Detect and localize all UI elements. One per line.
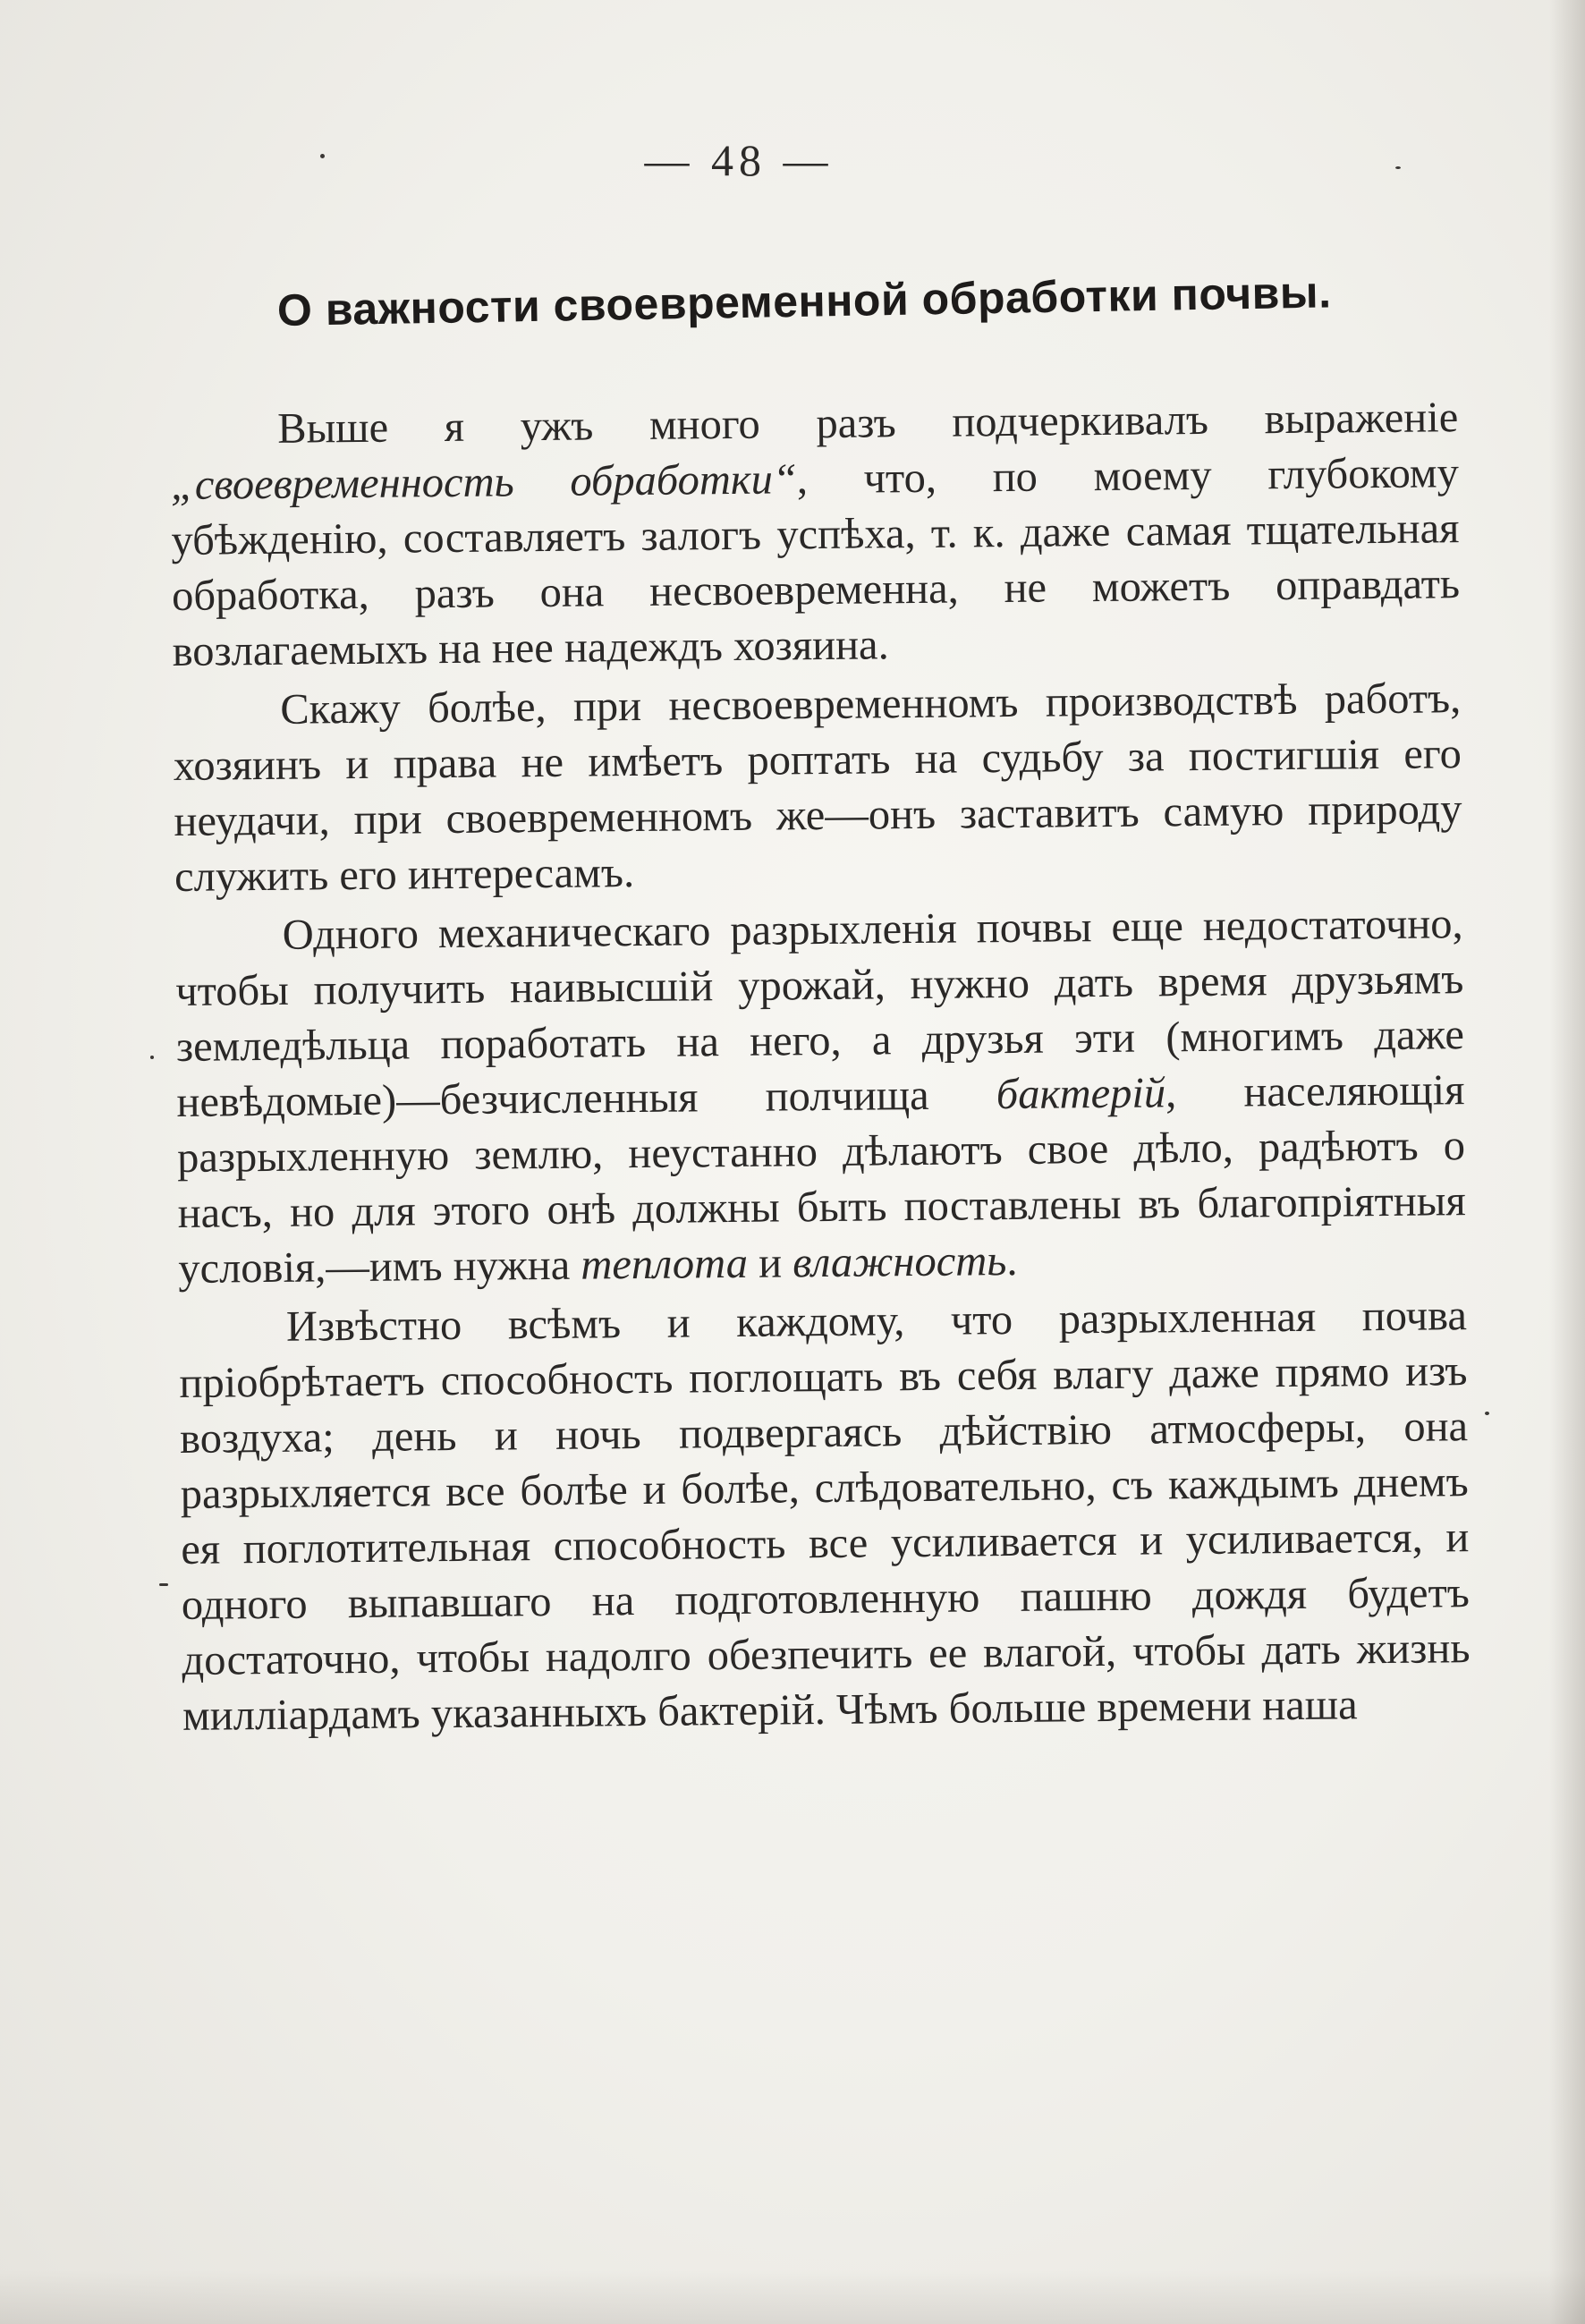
section-heading: О важности своевременной обработки почвы. — [276, 267, 1332, 335]
paragraph-1 — [170, 390, 1461, 680]
paragraph-1-text-end: , что, по моему глубокому убѣжденію, составляетъ залогъ успѣха, т. к. даже самая тщательная обработка, разъ она несвоевременна, не можетъ оправдать возлагаемыхъ на нее надеждъ хозяина. — [171, 449, 1461, 675]
print-speck — [1395, 166, 1401, 169]
paragraph-4-text: Извѣстно всѣмъ и каждому, что разрыхленная почва пріобрѣтаетъ способность поглощать въ себя влагу даже прямо изъ воздуха; день и ночь подвергаясь дѣйствію атмосферы, она разрыхляется все болѣе и болѣе, слѣдовательно, съ каждымъ днемъ ея поглотительная способность все усиливается и усиливается, и одного выпавшаго на подготовленную пашню дождя будетъ достаточно, чтобы надолго обезпечить ее влагой, чтобы дать жизнь милліардамъ указанныхъ бактерій. Чѣмъ больше времени наша — [179, 1292, 1471, 1740]
paragraph-2-text: Скажу болѣе, при несвоевременномъ производствѣ работъ, хозяинъ и права не имѣетъ роптать на судьбу за постигшія его неудачи, при своевременномъ же—онъ заставитъ самую природу служить его интересамъ. — [173, 674, 1462, 901]
paragraph-3-text-and: и — [747, 1239, 793, 1287]
paragraph-2 — [173, 671, 1462, 905]
paragraph-3-emphasis-moisture: влажность — [792, 1237, 1007, 1287]
print-speck — [159, 1583, 168, 1586]
paragraph-3-emphasis-bacteria: бактерій — [996, 1069, 1166, 1119]
paragraph-3-emphasis-warmth: теплота — [581, 1239, 749, 1289]
paragraph-3-text-end: . — [1006, 1236, 1018, 1285]
print-speck — [150, 1056, 154, 1059]
page-edge-shadow — [1549, 0, 1585, 2324]
paragraph-1-emphasis: „своевременность обработки“ — [170, 455, 798, 509]
print-speck — [320, 154, 325, 158]
paragraph-1-text: Выше я ужъ много разъ подчеркивалъ выраженіе — [277, 394, 1459, 453]
body-text — [170, 390, 1471, 1748]
page-number: — 48 — — [644, 135, 834, 185]
paragraph-4 — [179, 1288, 1471, 1744]
page-bottom-shadow — [0, 2270, 1585, 2324]
print-speck — [1485, 1412, 1489, 1415]
paragraph-3 — [174, 896, 1466, 1297]
paragraph-3-text-middle: , населяющія разрыхленную землю, неустанно дѣлаютъ свое дѣло, радѣютъ о насъ, но для этого онѣ должны быть поставлены въ благопріятныя условія,—имъ нужна — [176, 1066, 1466, 1293]
paragraph-3-text: Одного механическаго разрыхленія почвы еще недостаточно, чтобы получить наивысшій урожай, нужно дать время друзьямъ земледѣльца поработать на него, а друзья эти (многимъ даже невѣдомые)—безчисленныя полчища — [175, 900, 1465, 1126]
